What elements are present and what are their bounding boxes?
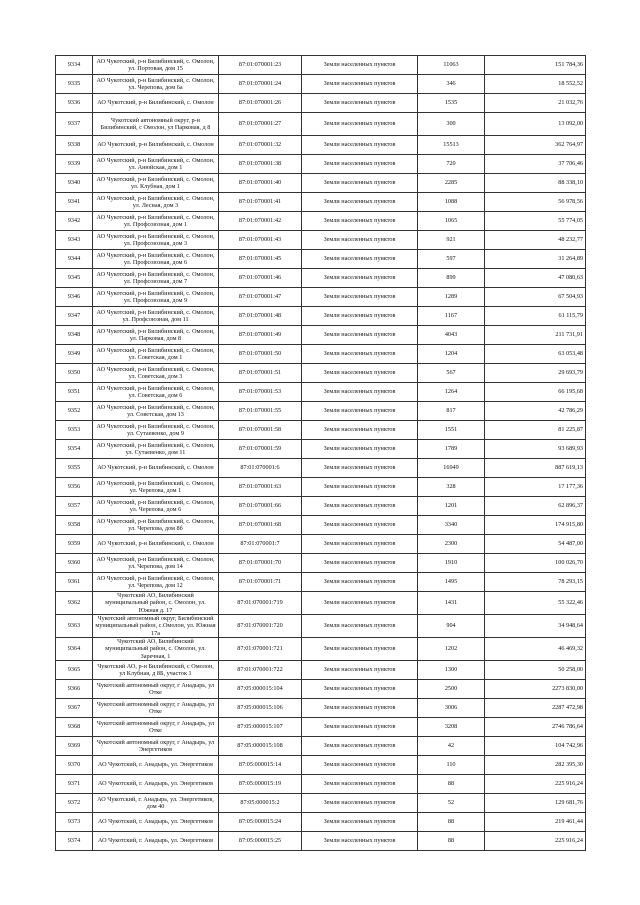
address-cell: АО Чукотский, г. Анадырь, ул. Энергетиков [93, 813, 219, 832]
cadastral-value-cell: 17 177,36 [485, 478, 586, 497]
cadastral-number-cell: 87:01:070001:53 [219, 383, 302, 402]
address-cell: Чукотский автономный округ, Билибинский муниципальный район, с.Омолон, ул. Южная 17а [93, 615, 219, 638]
row-number-cell: 9341 [56, 193, 93, 212]
land-category-cell: Земли населенных пунктов [302, 554, 418, 573]
area-cell: 899 [418, 269, 485, 288]
area-cell: 88 [418, 813, 485, 832]
area-cell: 88 [418, 832, 485, 851]
area-cell: 2500 [418, 680, 485, 699]
cadastral-number-cell: 87:01:070001:45 [219, 250, 302, 269]
area-cell: 1289 [418, 288, 485, 307]
land-category-cell: Земли населенных пунктов [302, 269, 418, 288]
row-number-cell: 9372 [56, 794, 93, 813]
table-row [56, 383, 586, 402]
table-row [56, 737, 586, 756]
area-cell: 1204 [418, 345, 485, 364]
land-category-cell: Земли населенных пунктов [302, 775, 418, 794]
address-cell: Чукотский автономный округ, р-н Билибинский, с Омолон, ул Парковая, д 8 [93, 113, 219, 136]
cadastral-value-cell: 47 080,63 [485, 269, 586, 288]
cadastral-value-cell: 151 784,36 [485, 56, 586, 75]
address-cell: АО Чукотский, р-н Билибинский, с. Омолон, ул. Черепова, дом 6 [93, 497, 219, 516]
cadastral-value-cell: 225 916,24 [485, 775, 586, 794]
cadastral-number-cell: 87:01:070001:66 [219, 497, 302, 516]
row-number-cell: 9349 [56, 345, 93, 364]
table-row [56, 661, 586, 680]
area-cell: 1167 [418, 307, 485, 326]
area-cell: 1202 [418, 638, 485, 661]
land-category-cell: Земли населенных пунктов [302, 113, 418, 136]
row-number-cell: 9364 [56, 638, 93, 661]
cadastral-value-cell: 56 978,56 [485, 193, 586, 212]
cadastral-value-cell: 174 915,80 [485, 516, 586, 535]
table-row [56, 699, 586, 718]
area-cell: 1551 [418, 421, 485, 440]
row-number-cell: 9340 [56, 174, 93, 193]
cadastral-value-cell: 362 764,97 [485, 136, 586, 155]
table-row [56, 193, 586, 212]
address-cell: АО Чукотский, р-н Билибинский, с. Омолон [93, 136, 219, 155]
address-cell: АО Чукотский, р-н Билибинский, с. Омолон, ул. Черепова, дом 12 [93, 573, 219, 592]
table-row [56, 155, 586, 174]
area-cell: 567 [418, 364, 485, 383]
area-cell: 346 [418, 75, 485, 94]
area-cell: 1431 [418, 592, 485, 615]
address-cell: АО Чукотский, р-н Билибинский, с. Омолон, ул. Черепова, дом 14 [93, 554, 219, 573]
land-category-cell: Земли населенных пунктов [302, 535, 418, 554]
cadastral-number-cell: 87:05:000015:107 [219, 718, 302, 737]
row-number-cell: 9336 [56, 94, 93, 113]
address-cell: АО Чукотский, р-н Билибинский, с. Омолон, ул. Профсоюзная, дом 11 [93, 307, 219, 326]
table-row [56, 421, 586, 440]
land-category-cell: Земли населенных пунктов [302, 212, 418, 231]
table-row [56, 364, 586, 383]
row-number-cell: 9363 [56, 615, 93, 638]
document-page [55, 55, 585, 851]
cadastral-number-cell: 87:05:000015:108 [219, 737, 302, 756]
table-row [56, 269, 586, 288]
address-cell: Чукотский АО, Билибинский муниципальный район, с. Омолон, ул. Заречная, 1 [93, 638, 219, 661]
area-cell: 1300 [418, 661, 485, 680]
row-number-cell: 9358 [56, 516, 93, 535]
land-category-cell: Земли населенных пунктов [302, 250, 418, 269]
row-number-cell: 9374 [56, 832, 93, 851]
address-cell: АО Чукотский, р-н Билибинский, с. Омолон, ул. Парковая, дом 8 [93, 326, 219, 345]
row-number-cell: 9345 [56, 269, 93, 288]
table-row [56, 832, 586, 851]
cadastral-value-cell: 2746 786,64 [485, 718, 586, 737]
table-row [56, 813, 586, 832]
table-body [56, 56, 586, 851]
table-row [56, 326, 586, 345]
area-cell: 16949 [418, 459, 485, 478]
table-row [56, 250, 586, 269]
cadastral-number-cell: 87:01:070001:58 [219, 421, 302, 440]
cadastral-number-cell: 87:01:070001:48 [219, 307, 302, 326]
address-cell: Чукотский АО, Билибинский муниципальный район, с. Омолон, ул. Южная д. 17 [93, 592, 219, 615]
cadastral-number-cell: 87:01:070001:42 [219, 212, 302, 231]
land-category-cell: Земли населенных пунктов [302, 56, 418, 75]
cadastral-value-cell: 55 322,46 [485, 592, 586, 615]
land-category-cell: Земли населенных пунктов [302, 699, 418, 718]
table-row [56, 136, 586, 155]
cadastral-value-cell: 37 706,46 [485, 155, 586, 174]
cadastral-value-cell: 282 395,30 [485, 756, 586, 775]
row-number-cell: 9354 [56, 440, 93, 459]
row-number-cell: 9348 [56, 326, 93, 345]
cadastral-value-cell: 13 092,00 [485, 113, 586, 136]
cadastral-number-cell: 87:01:070001:46 [219, 269, 302, 288]
row-number-cell: 9359 [56, 535, 93, 554]
table-row [56, 307, 586, 326]
table-row [56, 478, 586, 497]
row-number-cell: 9360 [56, 554, 93, 573]
cadastral-value-cell: 219 461,44 [485, 813, 586, 832]
address-cell: АО Чукотский, р-н Билибинский, с. Омолон, ул. Черепова, дом 8б [93, 516, 219, 535]
cadastral-number-cell: 87:01:070001:27 [219, 113, 302, 136]
area-cell: 11063 [418, 56, 485, 75]
cadastral-value-cell: 887 619,13 [485, 459, 586, 478]
address-cell: АО Чукотский, г. Анадырь, ул. Энергетиков [93, 775, 219, 794]
land-category-cell: Земли населенных пунктов [302, 364, 418, 383]
table-row [56, 174, 586, 193]
cadastral-number-cell: 87:01:070001:63 [219, 478, 302, 497]
land-category-cell: Земли населенных пунктов [302, 638, 418, 661]
land-category-cell: Земли населенных пунктов [302, 680, 418, 699]
address-cell: АО Чукотский, р-н Билибинский, с. Омолон, ул. Советская, дом 1 [93, 345, 219, 364]
address-cell: Чукотский АО, р-н Билибинский, с Омолон, ул Клубная, д 8Б, участок 1 [93, 661, 219, 680]
area-cell: 1201 [418, 497, 485, 516]
table-row [56, 212, 586, 231]
land-category-cell: Земли населенных пунктов [302, 345, 418, 364]
table-row [56, 497, 586, 516]
area-cell: 2285 [418, 174, 485, 193]
cadastral-value-cell: 211 731,91 [485, 326, 586, 345]
land-category-cell: Земли населенных пунктов [302, 573, 418, 592]
cadastral-value-cell: 48 232,77 [485, 231, 586, 250]
row-number-cell: 9342 [56, 212, 93, 231]
address-cell: АО Чукотский, р-н Билибинский, с. Омолон [93, 535, 219, 554]
table-row [56, 573, 586, 592]
land-category-cell: Земли населенных пунктов [302, 794, 418, 813]
table-row [56, 56, 586, 75]
address-cell: АО Чукотский, р-н Билибинский, с. Омолон, ул. Лесная, дом 3 [93, 193, 219, 212]
area-cell: 1088 [418, 193, 485, 212]
cadastral-value-cell: 31 264,89 [485, 250, 586, 269]
cadastral-value-cell: 34 948,64 [485, 615, 586, 638]
cadastral-value-cell: 2287 472,98 [485, 699, 586, 718]
row-number-cell: 9339 [56, 155, 93, 174]
cadastral-value-cell: 88 338,10 [485, 174, 586, 193]
land-category-cell: Земли населенных пунктов [302, 440, 418, 459]
address-cell: АО Чукотский, р-н Билибинский, с. Омолон, ул. Профсоюзная, дом 3 [93, 231, 219, 250]
table-row [56, 94, 586, 113]
cadastral-number-cell: 87:01:070001:70 [219, 554, 302, 573]
cadastral-value-cell: 50 258,00 [485, 661, 586, 680]
cadastral-number-cell: 87:01:070001:47 [219, 288, 302, 307]
land-category-cell: Земли населенных пунктов [302, 231, 418, 250]
row-number-cell: 9350 [56, 364, 93, 383]
table-row [56, 459, 586, 478]
cadastral-number-cell: 87:01:070001:50 [219, 345, 302, 364]
area-cell: 52 [418, 794, 485, 813]
row-number-cell: 9369 [56, 737, 93, 756]
cadastral-value-cell: 93 689,93 [485, 440, 586, 459]
land-category-cell: Земли населенных пунктов [302, 288, 418, 307]
cadastral-number-cell: 87:05:000015:24 [219, 813, 302, 832]
cadastral-number-cell: 87:01:070001:59 [219, 440, 302, 459]
row-number-cell: 9357 [56, 497, 93, 516]
area-cell: 3340 [418, 516, 485, 535]
area-cell: 110 [418, 756, 485, 775]
address-cell: АО Чукотский, р-н Билибинский, с. Омолон, ул. Советская, дом 6 [93, 383, 219, 402]
area-cell: 42 [418, 737, 485, 756]
cadastral-value-cell: 42 786,29 [485, 402, 586, 421]
table-row [56, 402, 586, 421]
address-cell: АО Чукотский, г. Анадырь, ул. Энергетиков [93, 832, 219, 851]
cadastral-value-cell: 18 552,52 [485, 75, 586, 94]
row-number-cell: 9347 [56, 307, 93, 326]
land-category-cell: Земли населенных пунктов [302, 459, 418, 478]
row-number-cell: 9352 [56, 402, 93, 421]
address-cell: Чукотский автономный округ, г Анадырь, ул Отке [93, 718, 219, 737]
land-category-cell: Земли населенных пунктов [302, 75, 418, 94]
table-row [56, 775, 586, 794]
cadastral-number-cell: 87:01:070001:38 [219, 155, 302, 174]
table-row [56, 75, 586, 94]
land-category-cell: Земли населенных пунктов [302, 497, 418, 516]
land-category-cell: Земли населенных пунктов [302, 326, 418, 345]
cadastral-value-cell: 29 693,79 [485, 364, 586, 383]
table-row [56, 288, 586, 307]
land-category-cell: Земли населенных пунктов [302, 174, 418, 193]
table-row [56, 345, 586, 364]
row-number-cell: 9373 [56, 813, 93, 832]
table-row [56, 231, 586, 250]
cadastral-value-cell: 21 032,76 [485, 94, 586, 113]
cadastral-value-cell: 63 053,48 [485, 345, 586, 364]
cadastral-number-cell: 87:01:070001:43 [219, 231, 302, 250]
land-category-cell: Земли населенных пунктов [302, 383, 418, 402]
table-row [56, 638, 586, 661]
row-number-cell: 9343 [56, 231, 93, 250]
area-cell: 597 [418, 250, 485, 269]
cadastral-value-cell: 54 487,00 [485, 535, 586, 554]
cadastral-value-cell: 100 026,70 [485, 554, 586, 573]
cadastral-number-cell: 87:01:070001:41 [219, 193, 302, 212]
table-row [56, 794, 586, 813]
area-cell: 3208 [418, 718, 485, 737]
address-cell: АО Чукотский, р-н Билибинский, с. Омолон, ул. Советская, дом 13 [93, 402, 219, 421]
address-cell: АО Чукотский, р-н Билибинский, с. Омолон, ул. Профсоюзная, дом 9 [93, 288, 219, 307]
land-category-cell: Земли населенных пунктов [302, 661, 418, 680]
area-cell: 1264 [418, 383, 485, 402]
area-cell: 720 [418, 155, 485, 174]
address-cell: АО Чукотский, р-н Билибинский, с. Омолон, ул. Советская, дом 3 [93, 364, 219, 383]
cadastral-value-cell: 104 742,96 [485, 737, 586, 756]
cadastral-number-cell: 87:01:070001:24 [219, 75, 302, 94]
row-number-cell: 9344 [56, 250, 93, 269]
address-cell: АО Чукотский, р-н Билибинский, с. Омолон, ул. Профсоюзная, дом 7 [93, 269, 219, 288]
cadastral-number-cell: 87:01:070001:55 [219, 402, 302, 421]
cadastral-value-cell: 129 681,76 [485, 794, 586, 813]
cadastral-value-cell: 81 225,87 [485, 421, 586, 440]
row-number-cell: 9351 [56, 383, 93, 402]
area-cell: 1789 [418, 440, 485, 459]
area-cell: 328 [418, 478, 485, 497]
row-number-cell: 9368 [56, 718, 93, 737]
table-row [56, 516, 586, 535]
address-cell: АО Чукотский, р-н Билибинский, с. Омолон [93, 94, 219, 113]
address-cell: АО Чукотский, р-н Билибинский, с. Омолон, ул. Профсоюзная, дом 1 [93, 212, 219, 231]
row-number-cell: 9370 [56, 756, 93, 775]
land-category-cell: Земли населенных пунктов [302, 307, 418, 326]
row-number-cell: 9371 [56, 775, 93, 794]
table-row [56, 756, 586, 775]
cadastral-number-cell: 87:05:000015:19 [219, 775, 302, 794]
cadastral-number-cell: 87:01:070001:68 [219, 516, 302, 535]
table-row [56, 615, 586, 638]
land-category-cell: Земли населенных пунктов [302, 737, 418, 756]
row-number-cell: 9346 [56, 288, 93, 307]
cadastral-value-cell: 55 774,05 [485, 212, 586, 231]
address-cell: Чукотский автономный округ, г Анадырь, ул Отке [93, 680, 219, 699]
row-number-cell: 9365 [56, 661, 93, 680]
cadastral-value-cell: 67 504,93 [485, 288, 586, 307]
table-row [56, 592, 586, 615]
land-category-cell: Земли населенных пунктов [302, 615, 418, 638]
cadastral-number-cell: 87:01:070001:7 [219, 535, 302, 554]
address-cell: АО Чукотский, р-н Билибинский, с. Омолон, ул. Анюйская, дом 1 [93, 155, 219, 174]
area-cell: 15513 [418, 136, 485, 155]
table-row [56, 554, 586, 573]
row-number-cell: 9367 [56, 699, 93, 718]
row-number-cell: 9337 [56, 113, 93, 136]
cadastral-number-cell: 87:01:070001:26 [219, 94, 302, 113]
cadastral-number-cell: 87:01:070001:23 [219, 56, 302, 75]
address-cell: АО Чукотский, р-н Билибинский, с. Омолон, ул. Черепова, дом 6а [93, 75, 219, 94]
cadastral-value-cell: 66 195,68 [485, 383, 586, 402]
address-cell: АО Чукотский, р-н Билибинский, с. Омолон, ул. Портовая, дом 15 [93, 56, 219, 75]
address-cell: Чукотский автономный округ, г Анадырь, ул Энергетиков [93, 737, 219, 756]
land-category-cell: Земли населенных пунктов [302, 136, 418, 155]
land-category-cell: Земли населенных пунктов [302, 193, 418, 212]
cadastral-number-cell: 87:01:070001:721 [219, 638, 302, 661]
land-category-cell: Земли населенных пунктов [302, 813, 418, 832]
address-cell: АО Чукотский, р-н Билибинский, с. Омолон, ул. Черепова, дом 1 [93, 478, 219, 497]
row-number-cell: 9338 [56, 136, 93, 155]
land-category-cell: Земли населенных пунктов [302, 832, 418, 851]
area-cell: 921 [418, 231, 485, 250]
area-cell: 2300 [418, 535, 485, 554]
land-category-cell: Земли населенных пунктов [302, 756, 418, 775]
row-number-cell: 9362 [56, 592, 93, 615]
address-cell: АО Чукотский, р-н Билибинский, с. Омолон [93, 459, 219, 478]
row-number-cell: 9334 [56, 56, 93, 75]
cadastral-number-cell: 87:01:070001:720 [219, 615, 302, 638]
land-plots-table [55, 55, 586, 851]
cadastral-value-cell: 46 469,32 [485, 638, 586, 661]
table-row [56, 680, 586, 699]
cadastral-number-cell: 87:05:000015:25 [219, 832, 302, 851]
cadastral-value-cell: 2273 830,00 [485, 680, 586, 699]
area-cell: 904 [418, 615, 485, 638]
area-cell: 1495 [418, 573, 485, 592]
area-cell: 88 [418, 775, 485, 794]
row-number-cell: 9335 [56, 75, 93, 94]
cadastral-value-cell: 78 293,15 [485, 573, 586, 592]
cadastral-number-cell: 87:01:070001:40 [219, 174, 302, 193]
cadastral-number-cell: 87:01:070001:71 [219, 573, 302, 592]
row-number-cell: 9356 [56, 478, 93, 497]
cadastral-number-cell: 87:01:070001:32 [219, 136, 302, 155]
land-category-cell: Земли населенных пунктов [302, 94, 418, 113]
land-category-cell: Земли населенных пунктов [302, 155, 418, 174]
address-cell: АО Чукотский, р-н Билибинский, с. Омолон, ул. Профсоюзная, дом 6 [93, 250, 219, 269]
area-cell: 817 [418, 402, 485, 421]
land-category-cell: Земли населенных пунктов [302, 516, 418, 535]
cadastral-number-cell: 87:01:070001:6 [219, 459, 302, 478]
area-cell: 1065 [418, 212, 485, 231]
row-number-cell: 9355 [56, 459, 93, 478]
cadastral-number-cell: 87:05:000015:14 [219, 756, 302, 775]
address-cell: АО Чукотский, р-н Билибинский, с. Омолон, ул. Клубная, дом 1 [93, 174, 219, 193]
cadastral-number-cell: 87:05:000015:106 [219, 699, 302, 718]
address-cell: АО Чукотский, р-н Билибинский, с. Омолон, ул. Сутаевенко, дом 11 [93, 440, 219, 459]
area-cell: 4043 [418, 326, 485, 345]
cadastral-value-cell: 225 916,24 [485, 832, 586, 851]
row-number-cell: 9361 [56, 573, 93, 592]
land-category-cell: Земли населенных пунктов [302, 421, 418, 440]
cadastral-number-cell: 87:01:070001:719 [219, 592, 302, 615]
area-cell: 1910 [418, 554, 485, 573]
address-cell: Чукотский автономный округ, г Анадырь, ул Отке [93, 699, 219, 718]
table-row [56, 113, 586, 136]
cadastral-number-cell: 87:01:070001:51 [219, 364, 302, 383]
area-cell: 3006 [418, 699, 485, 718]
cadastral-number-cell: 87:05:000015:2 [219, 794, 302, 813]
area-cell: 300 [418, 113, 485, 136]
address-cell: АО Чукотский, г. Анадырь, ул. Энергетиков, дом 40 [93, 794, 219, 813]
row-number-cell: 9366 [56, 680, 93, 699]
row-number-cell: 9353 [56, 421, 93, 440]
land-category-cell: Земли населенных пунктов [302, 718, 418, 737]
cadastral-value-cell: 61 115,79 [485, 307, 586, 326]
cadastral-value-cell: 62 896,37 [485, 497, 586, 516]
land-category-cell: Земли населенных пунктов [302, 592, 418, 615]
land-category-cell: Земли населенных пунктов [302, 478, 418, 497]
table-row [56, 535, 586, 554]
cadastral-number-cell: 87:01:070001:49 [219, 326, 302, 345]
address-cell: АО Чукотский, г. Анадырь, ул. Энергетиков [93, 756, 219, 775]
address-cell: АО Чукотский, р-н Билибинский, с. Омолон, ул. Сутаевенко, дом 9 [93, 421, 219, 440]
table-row [56, 718, 586, 737]
table-row [56, 440, 586, 459]
land-category-cell: Земли населенных пунктов [302, 402, 418, 421]
area-cell: 1535 [418, 94, 485, 113]
cadastral-number-cell: 87:05:000015:104 [219, 680, 302, 699]
cadastral-number-cell: 87:01:070001:722 [219, 661, 302, 680]
